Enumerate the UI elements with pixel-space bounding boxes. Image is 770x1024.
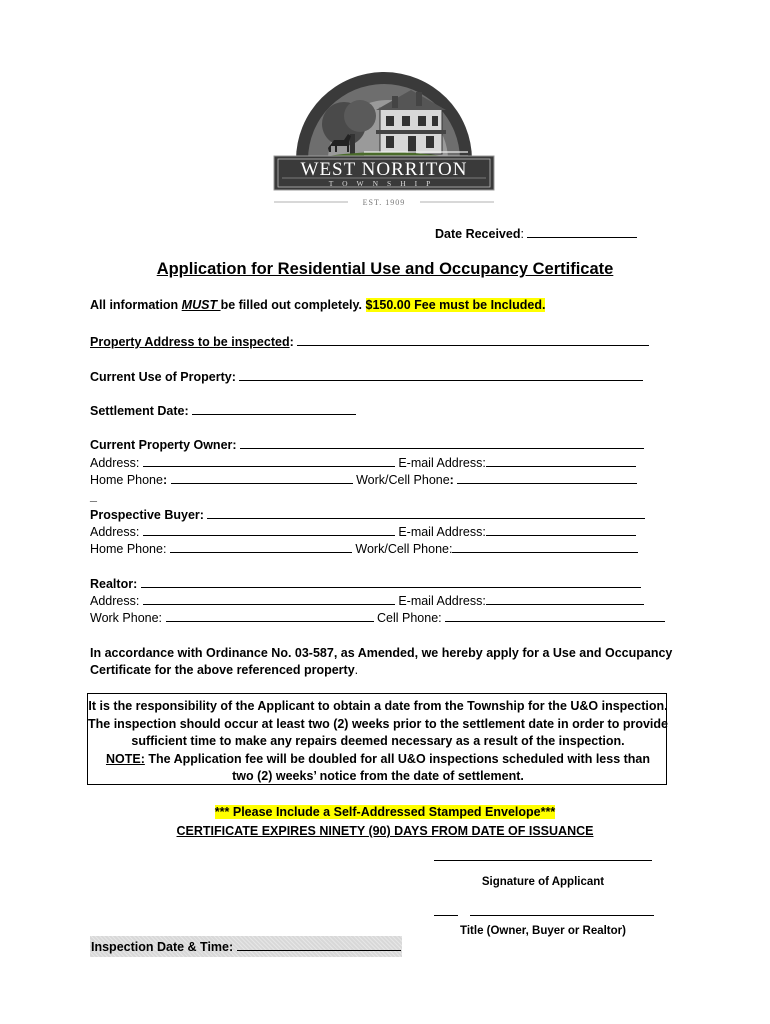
current-use-row <box>90 368 643 385</box>
owner-home-phone-label: Home Phone <box>90 473 163 487</box>
stray-underscore: _ <box>90 489 97 503</box>
realtor-heading: Realtor: <box>90 577 138 591</box>
owner-address-label: Address: <box>90 456 140 470</box>
realtor-heading-row <box>90 575 641 592</box>
township-logo <box>268 68 500 210</box>
title-label: Title (Owner, Buyer or Realtor) <box>460 925 626 937</box>
buyer-work-phone-label: Work/Cell Phone: <box>355 542 453 556</box>
notice-line3: sufficient time to make any repairs deemed necessary as a result of the inspection. <box>131 734 625 748</box>
buyer-name-field[interactable] <box>207 506 645 519</box>
intro-must: MUST <box>181 298 221 312</box>
title-line[interactable] <box>470 915 654 916</box>
owner-home-phone-field[interactable] <box>171 471 353 484</box>
realtor-phone-row <box>90 609 665 626</box>
owner-home-phone-colon: : <box>162 473 168 487</box>
page-title: Application for Residential Use and Occupancy Certificate <box>156 260 614 278</box>
current-use-label: Current Use of Property: <box>90 370 236 384</box>
realtor-address-row <box>90 592 644 609</box>
date-received-colon: : <box>520 227 524 241</box>
buyer-home-phone-label: Home Phone: <box>90 542 167 556</box>
logo-established: EST. 1909 <box>362 198 406 207</box>
date-received-row <box>435 225 637 242</box>
realtor-cell-phone-field[interactable] <box>445 609 665 622</box>
owner-address-row <box>90 454 636 471</box>
notice-line4-row <box>88 751 668 769</box>
inspection-date-row <box>90 936 402 957</box>
buyer-address-row <box>90 523 636 540</box>
township-seal-graphic <box>268 68 500 210</box>
expiry-notice: CERTIFICATE EXPIRES NINETY (90) DAYS FROM DATE OF ISSUANCE <box>176 824 594 838</box>
date-received-field[interactable] <box>527 225 637 238</box>
realtor-address-field[interactable] <box>143 592 395 605</box>
owner-work-phone-colon: : <box>449 473 454 487</box>
owner-address-field[interactable] <box>143 454 395 467</box>
property-address-label: Property Address to be inspected <box>90 335 290 349</box>
date-received-label: Date Received <box>435 227 521 241</box>
settlement-date-field[interactable] <box>192 402 356 415</box>
buyer-phone-row <box>90 540 638 557</box>
fee-notice: $150.00 Fee must be Included. <box>365 298 546 312</box>
owner-email-label: E-mail Address: <box>398 456 486 470</box>
owner-phone-row <box>90 471 637 488</box>
ordinance-line1: In accordance with Ordinance No. 03-587, as Amended, we hereby apply for a Use and Occupancy <box>90 646 673 660</box>
owner-work-phone-label: Work/Cell Phone <box>356 473 450 487</box>
notice-line2: The inspection should occur at least two (2) weeks prior to the settlement date in order to provide <box>88 716 668 731</box>
signature-line[interactable] <box>434 860 652 861</box>
realtor-work-phone-label: Work Phone: <box>90 611 163 625</box>
note-label: NOTE: <box>105 751 145 766</box>
current-use-field[interactable] <box>239 368 643 381</box>
realtor-name-field[interactable] <box>141 575 641 588</box>
realtor-cell-phone-label: Cell Phone: <box>377 611 442 625</box>
buyer-heading-row <box>90 506 645 523</box>
property-address-row: Property Address to be inspected: <box>90 333 649 350</box>
buyer-home-phone-field[interactable] <box>170 540 352 553</box>
owner-work-phone-field[interactable] <box>457 471 637 484</box>
property-address-field[interactable] <box>297 333 649 346</box>
ordinance-line2: Certificate for the above referenced property <box>90 663 355 677</box>
buyer-address-label: Address: <box>90 525 140 539</box>
intro-part1: All information <box>90 298 182 312</box>
buyer-email-label: E-mail Address: <box>398 525 486 539</box>
settlement-date-row <box>90 402 356 419</box>
ordinance-period: . <box>354 663 359 677</box>
buyer-email-field[interactable] <box>486 523 636 536</box>
ordinance-line2-row <box>90 662 358 678</box>
notice-line4: The Application fee will be doubled for all U&O inspections scheduled with less than <box>144 751 651 766</box>
notice-line5: two (2) weeks’ notice from the date of settlement. <box>232 769 524 783</box>
intro-text <box>90 297 545 313</box>
responsibility-notice-box <box>87 693 667 785</box>
owner-email-field[interactable] <box>486 454 636 467</box>
buyer-work-phone-field[interactable] <box>452 540 638 553</box>
inspection-date-label: Inspection Date & Time: <box>91 940 237 954</box>
inspection-date-field[interactable] <box>237 938 401 951</box>
owner-heading-row <box>90 436 644 453</box>
logo-subtitle: TOWNSHIP <box>328 179 440 188</box>
realtor-work-phone-field[interactable] <box>166 609 374 622</box>
buyer-heading: Prospective Buyer: <box>90 508 204 522</box>
owner-name-field[interactable] <box>240 436 644 449</box>
envelope-notice-row <box>0 804 770 820</box>
notice-line1: It is the responsibility of the Applicant to obtain a date from the Township for the U&O inspection. <box>88 699 668 713</box>
envelope-notice: *** Please Include a Self-Addressed Stamped Envelope*** <box>214 805 556 819</box>
settlement-date-label: Settlement Date: <box>90 404 189 418</box>
logo-town-name: WEST NORRITON <box>300 159 468 180</box>
intro-part2: be filled out completely. <box>220 298 366 312</box>
owner-heading: Current Property Owner: <box>90 438 237 452</box>
realtor-email-label: E-mail Address: <box>398 594 486 608</box>
realtor-address-label: Address: <box>90 594 140 608</box>
title-line-short[interactable] <box>434 915 458 916</box>
signature-label: Signature of Applicant <box>481 876 605 888</box>
realtor-email-field[interactable] <box>486 592 644 605</box>
buyer-address-field[interactable] <box>143 523 395 536</box>
